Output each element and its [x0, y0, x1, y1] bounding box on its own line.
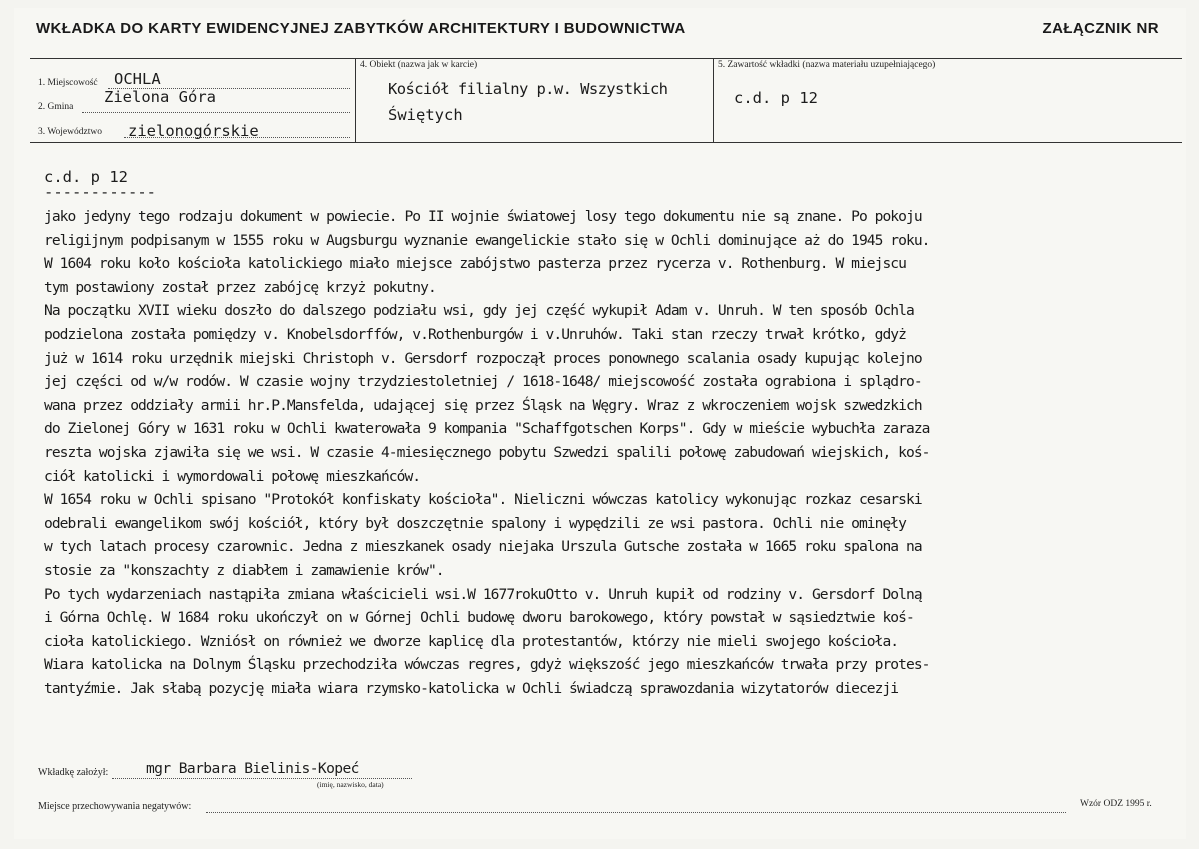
author-label: Wkładkę założył:: [38, 767, 109, 778]
body-line: Wiara katolicka na Dolnym Śląsku przechodziła wówczas regres, gdyż większość jego mieszkańców trwała przy protes-: [44, 656, 930, 674]
header-box-divider-1: [355, 58, 356, 143]
wojewodztwo-value: zielonogórskie: [128, 122, 259, 140]
header-box-divider-2: [713, 58, 714, 143]
body-line: Na początku XVII wieku doszło do dalszego podziału wsi, gdy jej część wykupił Adam v. Unruh. W ten sposób Ochla: [44, 302, 914, 320]
obiekt-line-2: Świętych: [388, 106, 463, 124]
gmina-label: 2. Gmina: [38, 102, 74, 112]
body-line: ciół katolicki i wymordowali połowę mieszkańców.: [44, 467, 421, 485]
obiekt-line-1: Kościół filialny p.w. Wszystkich: [388, 80, 668, 98]
gmina-line: [82, 112, 350, 113]
form-code: Wzór ODZ 1995 r.: [1080, 799, 1152, 809]
header-box-top-border: [30, 58, 1182, 59]
body-line: odebrali ewangelikom swój kościół, który był doszczętnie spalony i wypędzili ze wsi pastora. Ochli nie ominęły: [44, 514, 906, 532]
body-line: Po tych wydarzeniach nastąpiła zmiana właścicieli wsi.W 1677rokuOtto v. Unruh kupił od rodziny v. Gersdorf Dolną: [44, 585, 922, 603]
body-line: tym postawiony został przez zabójcę krzyż pokutny.: [44, 278, 436, 296]
miejscowosc-label: 1. Miejscowość: [38, 78, 98, 88]
body-line: jej części od w/w rodów. W czasie wojny trzydziestoletniej / 1618-1648/ miejscowość została ograbiona i splądro-: [44, 373, 922, 391]
author-sub-label: (imię, nazwisko, data): [317, 780, 384, 789]
negatives-label: Miejsce przechowywania negatywów:: [38, 801, 192, 812]
continuation-underline: ------------: [44, 183, 156, 201]
form-title: WKŁADKA DO KARTY EWIDENCYJNEJ ZABYTKÓW ARCHITEKTURY I BUDOWNICTWA: [36, 20, 686, 37]
body-line: podzielona została pomiędzy v. Knobelsdorffów, v.Rothenburgów i v.Unruhów. Taki stan rzeczy trwał krótko, gdyż: [44, 325, 906, 343]
body-line: w tych latach procesy czarownic. Jedna z mieszkanek osady niejaka Urszula Gutsche została w 1665 roku spalona na: [44, 538, 922, 556]
body-line: W 1654 roku w Ochli spisano "Protokół konfiskaty kościoła". Nieliczni wówczas katolicy wykonując rozkaz cesarski: [44, 491, 922, 509]
wojewodztwo-label: 3. Województwo: [38, 127, 102, 137]
body-line: reszta wojska zjawiła się we wsi. W czasie 4-miesięcznego pobytu Szwedzi spalili połowę zabudowań wiejskich, koś-: [44, 443, 930, 461]
body-line: W 1604 roku koło kościoła katolickiego miało miejsce zabójstwo pasterza przez rycerza v. Rothenburg. W miejscu: [44, 255, 906, 273]
body-line: tantyźmie. Jak słabą pozycję miała wiara rzymsko-katolicka w Ochli świadczą sprawozdania wizytatorów diecezji: [44, 679, 899, 697]
zawartosc-label: 5. Zawartość wkładki (nazwa materiału uzupełniającego): [718, 60, 936, 70]
gmina-value: Zielona Góra: [104, 88, 216, 106]
attachment-number-label: ZAŁĄCZNIK NR: [1042, 20, 1159, 37]
continuation-heading: c.d. p 12: [44, 168, 128, 186]
body-line: do Zielonej Góry w 1631 roku w Ochli kwaterowała 9 kompania "Schaffgotschen Korps". Gdy w mieście wybuchła zaraza: [44, 420, 930, 438]
negatives-line: [206, 812, 1066, 813]
header-box-bottom-border: [30, 142, 1182, 143]
body-line: wana przez oddziały armii hr.P.Mansfelda, udającej się przez Śląsk na Węgry. Wraz z wkroczeniem wojsk szwedzkich: [44, 396, 922, 414]
miejscowosc-value: OCHLA: [114, 70, 161, 88]
zawartosc-value: c.d. p 12: [734, 89, 818, 107]
body-line: jako jedyny tego rodzaju dokument w powiecie. Po II wojnie światowej losy tego dokumentu nie są znane. Po pokoju: [44, 208, 922, 225]
obiekt-label: 4. Obiekt (nazwa jak w karcie): [360, 60, 478, 70]
body-line: cioła katolickiego. Wzniósł on również we dworze kaplicę dla protestantów, którzy nie mieli swojego kościoła.: [44, 632, 899, 650]
body-line: już w 1614 roku urzędnik miejski Christoph v. Gersdorf rozpoczął proces ponownego scalania osady kupując kolejno: [44, 349, 922, 367]
author-line: [112, 778, 412, 779]
author-value: mgr Barbara Bielinis-Kopeć: [146, 760, 359, 777]
body-line: stosie za "konszachty z diabłem i zamawienie krów".: [44, 561, 444, 579]
body-line: religijnym podpisanym w 1555 roku w Augsburgu wyznanie ewangelickie stało się w Ochli dominujące aż do 1945 roku.: [44, 231, 930, 249]
body-text: [44, 205, 1184, 700]
body-line: i Górna Ochlę. W 1684 roku ukończył on w Górnej Ochli budowę dworu barokowego, który powstał w sąsiedztwie koś-: [44, 609, 914, 627]
